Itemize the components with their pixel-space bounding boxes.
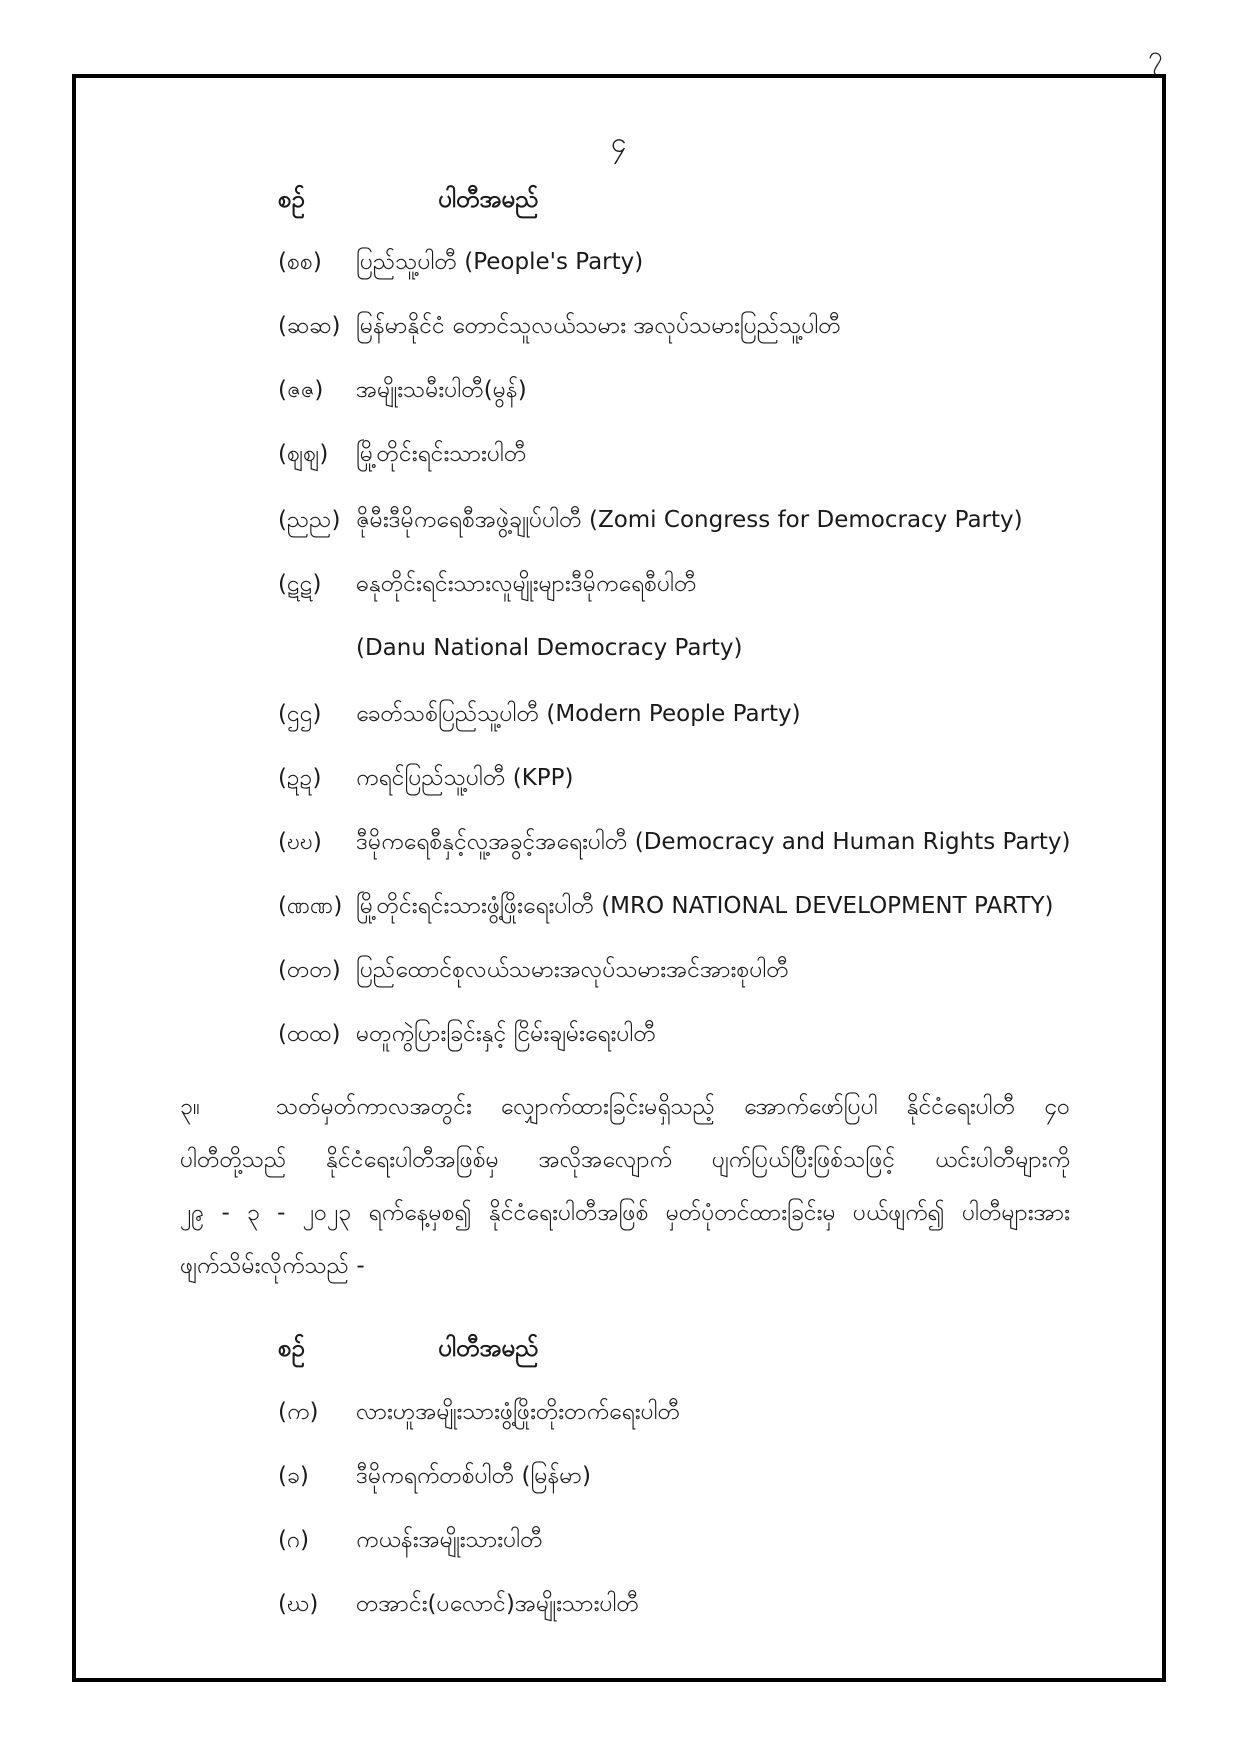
table1-row	[278, 761, 574, 795]
table1-row	[278, 953, 789, 987]
table2-row	[278, 1587, 639, 1621]
paragraph-line-3: ၂၉ - ၃ - ၂၀၂၃ ရက်နေ့မှစ၍ နိုင်ငံရေးပါတီအဖြစ် မှတ်ပုံတင်ထားခြင်းမှ ပယ်ဖျက်၍ ပါတီများအား	[180, 1200, 1070, 1226]
table1-header-serial: စဉ်	[278, 185, 305, 213]
party-name: ပြည်သူ့ပါတီ (People's Party)	[356, 249, 644, 275]
table1-row	[278, 567, 696, 601]
party-name: တအာင်း(ပလောင်)အမျိုးသားပါတီ	[356, 1591, 639, 1617]
table2-row	[278, 1459, 591, 1493]
party-name: ဒီမိုကရေစီနှင့်လူ့အခွင့်အရေးပါတီ (Democracy and Human Rights Party)	[356, 829, 1071, 855]
table1-row	[278, 697, 801, 731]
paragraph-3	[180, 1081, 1070, 1293]
row-number: (ဃ)	[278, 1591, 319, 1617]
outer-page-number: ၇	[1148, 41, 1163, 71]
paragraph-line-1	[180, 1081, 1070, 1134]
table1-row	[278, 373, 527, 407]
table1-row	[278, 309, 841, 343]
paragraph-text: သတ်မှတ်ကာလအတွင်း လျှောက်ထားခြင်းမရှိသည့် အောက်ဖော်ပြပါ နိုင်ငံရေးပါတီ ၄၀	[276, 1094, 1070, 1120]
table2-header-serial: စဉ်	[278, 1334, 305, 1362]
paragraph-line-2: ပါတီတို့သည် နိုင်ငံရေးပါတီအဖြစ်မှ အလိုအလျောက် ပျက်ပြယ်ပြီးဖြစ်သဖြင့် ယင်းပါတီများကို	[180, 1147, 1070, 1173]
row-number: (ဌဌ)	[278, 701, 322, 727]
row-number: (ဍဍ)	[278, 765, 322, 791]
paragraph-line-4: ဖျက်သိမ်းလိုက်သည် -	[180, 1253, 365, 1279]
row-number: (ဂ)	[278, 1527, 310, 1553]
row-number: (ဈဈ)	[278, 441, 329, 467]
row-number: (က)	[278, 1399, 319, 1425]
party-name: အမျိုးသမီးပါတီ(မွန်)	[356, 377, 527, 403]
row-number: (ထထ)	[278, 1021, 341, 1047]
table1-row	[278, 889, 1054, 923]
party-name: မြန်မာနိုင်ငံ တောင်သူလယ်သမား အလုပ်သမားပြည်သူ့ပါတီ	[356, 313, 841, 339]
row-number: (ဇဇ)	[278, 377, 324, 403]
party-name: မတူကွဲပြားခြင်းနှင့် ငြိမ်းချမ်းရေးပါတီ	[356, 1021, 656, 1047]
party-name: ဇိုမီးဒီမိုကရေစီအဖွဲ့ချုပ်ပါတီ (Zomi Congress for Democracy Party)	[356, 507, 1023, 533]
row-number: (တတ)	[278, 957, 341, 983]
party-name: ကရင်ပြည်သူ့ပါတီ (KPP)	[356, 765, 574, 791]
table1-row	[278, 1017, 656, 1051]
table1-row	[278, 437, 526, 471]
table1-row	[278, 825, 1071, 859]
party-name: ကယန်းအမျိုးသားပါတီ	[356, 1527, 543, 1553]
party-name: ဓနုတိုင်းရင်းသားလူမျိုးများဒီမိုကရေစီပါတီ	[356, 571, 697, 597]
row-number: (ဆဆ)	[278, 313, 341, 339]
table1-row	[278, 245, 643, 279]
table2-row	[278, 1523, 543, 1557]
party-name: မြို့တိုင်းရင်းသားပါတီ	[356, 441, 527, 467]
table2-header	[278, 1332, 539, 1368]
row-number: (ညည)	[278, 507, 341, 533]
inner-page-number: ၄	[611, 126, 627, 159]
row-number: (စစ)	[278, 249, 322, 275]
party-name: ခေတ်သစ်ပြည်သူ့ပါတီ (Modern People Party)	[356, 701, 801, 727]
party-name: မြို့တိုင်းရင်းသားဖွံ့ဖြိုးရေးပါတီ (MRO NATIONAL DEVELOPMENT PARTY)	[356, 893, 1054, 919]
table1-row	[278, 503, 1023, 537]
table1-header	[278, 183, 539, 219]
party-name: ဒီမိုကရက်တစ်ပါတီ (မြန်မာ)	[356, 1463, 591, 1489]
row-number: (ဎဎ)	[278, 829, 322, 855]
row-number: (ခ)	[278, 1463, 309, 1489]
table2-header-name: ပါတီအမည်	[438, 1334, 539, 1362]
row-number: (ဋဋ)	[278, 571, 322, 597]
paragraph-number: ၃။	[180, 1094, 200, 1120]
table2-row	[278, 1395, 680, 1429]
table1-header-name: ပါတီအမည်	[438, 185, 539, 213]
party-name: လားဟူအမျိုးသားဖွံ့ဖြိုးတိုးတက်ရေးပါတီ	[356, 1399, 681, 1425]
party-name: ပြည်ထောင်စုလယ်သမားအလုပ်သမားအင်အားစုပါတီ	[356, 957, 789, 983]
row-number: (ဏဏ)	[278, 893, 343, 919]
party-name-continuation: (Danu National Democracy Party)	[356, 635, 743, 661]
